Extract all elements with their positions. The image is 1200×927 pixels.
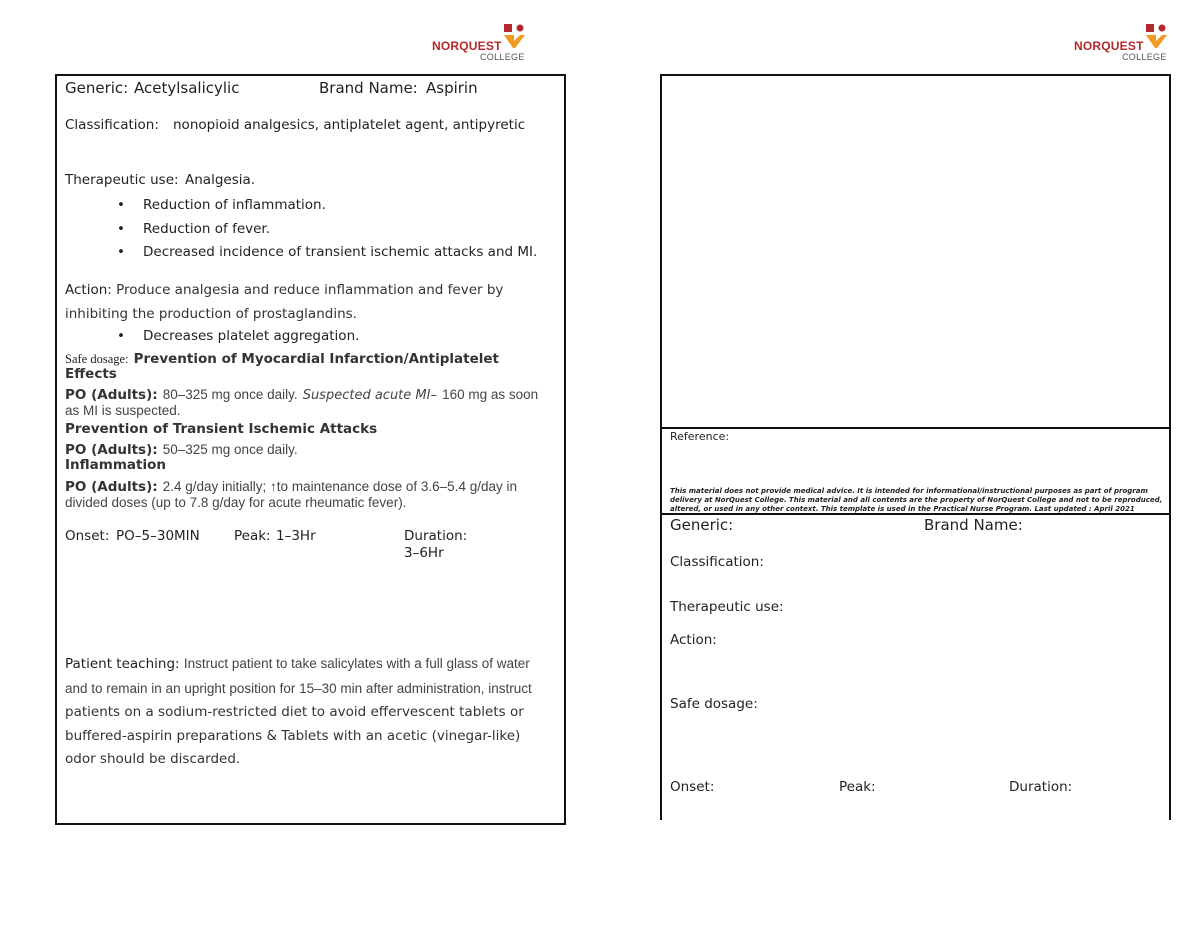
dose-text: 80–325 mg once daily. <box>162 387 298 402</box>
teaching-line1: Instruct patient to take salicylates with a full glass of water <box>183 656 530 671</box>
dosage-line-mi <box>65 384 538 403</box>
brand-label: Brand Name: <box>924 516 1023 534</box>
list-item: • Reduction of inflammation. <box>143 194 537 218</box>
teaching-line4: buffered-aspirin preparations & Tablets with an acetic (vinegar-like) <box>65 727 521 744</box>
dosage-line-inflammation-cont: divided doses (up to 7.8 g/day for acute rheumatic fever). <box>65 495 407 510</box>
action-line1: Produce analgesia and reduce inflammation and fever by <box>116 282 504 298</box>
classification-value: nonopioid analgesics, antiplatelet agent, antipyretic <box>173 117 526 133</box>
safe-dosage-heading <box>65 348 499 367</box>
dose-text-italic: Suspected acute MI– <box>302 388 437 403</box>
onset-label: Onset: <box>65 528 110 544</box>
reference-label: Reference: <box>670 430 730 443</box>
list-item: • Reduction of fever. <box>143 218 537 242</box>
brand-value: Aspirin <box>426 79 478 97</box>
action-section <box>65 279 560 326</box>
dose-text: 160 mg as soon <box>442 387 539 402</box>
therapeutic-label: Therapeutic use: <box>65 172 179 188</box>
norquest-logo-right <box>1074 23 1174 65</box>
duration-label: Duration: <box>1009 779 1073 795</box>
drug-card-template-front <box>660 513 1171 820</box>
duration-label: Duration: <box>404 528 468 544</box>
po-adults-label: PO (Adults): <box>65 479 158 495</box>
dosage-heading-mi: Prevention of Myocardial Infarction/Antiplatelet <box>133 351 499 367</box>
logo-mark-icon <box>502 23 526 49</box>
list-item: • Decreased incidence of transient ischemic attacks and MI. <box>143 241 537 265</box>
onset-label: Onset: <box>670 779 715 795</box>
brand-label: Brand Name: <box>319 79 418 97</box>
drug-card-filled <box>55 74 566 825</box>
disclaimer-text: This material does not provide medical advice. It is intended for informational/instructional purposes as part of program delivery at NorQuest College. This material and all contents are the property of NorQuest College and not to be reproduced, altered, or used in any other context. This template is used in the Practical Nurse Program. Last updated : April 2021 <box>670 487 1163 513</box>
action-list <box>143 328 359 344</box>
action-label: Action: <box>670 632 717 648</box>
therapeutic-label: Therapeutic use: <box>670 599 784 615</box>
divider <box>662 427 1169 429</box>
dosage-line-inflammation <box>65 476 517 495</box>
dosage-heading-inflammation: Inflammation <box>65 457 166 473</box>
teaching-line2: and to remain in an upright position for 15–30 min after administration, instruct <box>65 680 532 696</box>
logo-subtext: COLLEGE <box>480 52 525 62</box>
dose-text: 50–325 mg once daily. <box>162 442 298 457</box>
dosage-line-mi-cont: as MI is suspected. <box>65 403 181 418</box>
list-item: • Decreases platelet aggregation. <box>143 328 359 344</box>
dose-text: 2.4 g/day initially; ↑to maintenance dose of 3.6–5.4 g/day in <box>162 479 517 494</box>
logo-wordmark: NORQUEST <box>1074 39 1144 53</box>
generic-label: Generic: <box>65 79 129 97</box>
po-adults-label: PO (Adults): <box>65 387 158 403</box>
generic-value: Acetylsalicylic <box>134 79 240 97</box>
teaching-label: Patient teaching: <box>65 656 180 672</box>
dosage-heading-tia: Prevention of Transient Ischemic Attacks <box>65 421 378 437</box>
logo-subtext: COLLEGE <box>1122 52 1167 62</box>
classification-label: Classification: <box>65 117 159 133</box>
onset-value: PO–5–30MIN <box>116 528 200 544</box>
patient-teaching <box>65 652 560 772</box>
dosage-line-tia <box>65 439 298 458</box>
therapeutic-value: Analgesia. <box>185 172 256 188</box>
norquest-logo-left <box>432 23 532 65</box>
logo-mark-icon <box>1144 23 1168 49</box>
dosage-heading-mi-cont: Effects <box>65 366 117 382</box>
action-line2: inhibiting the production of prostaglandins. <box>65 305 357 322</box>
peak-value: 1–3Hr <box>276 528 316 544</box>
duration-value: 3–6Hr <box>404 545 444 561</box>
logo-wordmark: NORQUEST <box>432 39 502 53</box>
safe-dosage-label: Safe dosage: <box>65 352 129 366</box>
classification-label: Classification: <box>670 554 764 570</box>
drug-card-template-back <box>660 74 1171 515</box>
po-adults-label: PO (Adults): <box>65 442 158 458</box>
therapeutic-list <box>143 194 537 265</box>
teaching-line5: odor should be discarded. <box>65 751 241 767</box>
peak-label: Peak: <box>234 528 271 544</box>
action-label: Action: <box>65 282 112 298</box>
teaching-line3: patients on a sodium-restricted diet to avoid effervescent tablets or <box>65 704 524 720</box>
generic-label: Generic: <box>670 516 734 534</box>
peak-label: Peak: <box>839 779 876 795</box>
safe-dosage-label: Safe dosage: <box>670 696 758 712</box>
